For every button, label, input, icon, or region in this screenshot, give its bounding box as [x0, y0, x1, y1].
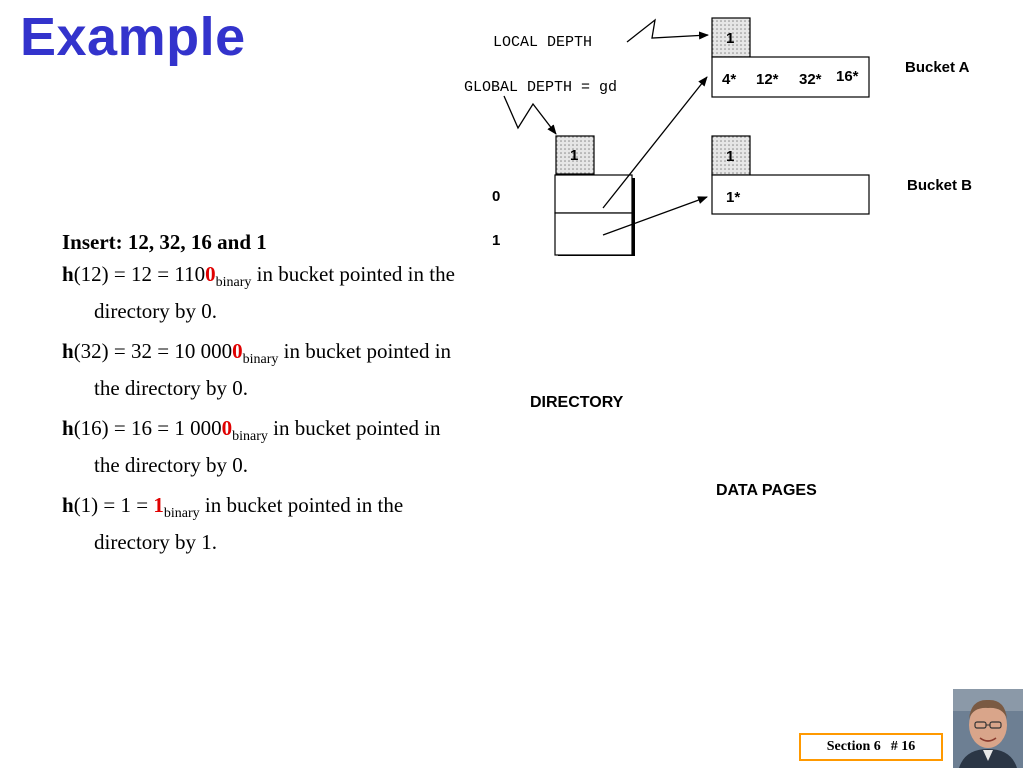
- hash-line: [62, 260, 462, 325]
- hash-destination: in bucket pointed in the directory by 0.: [94, 262, 455, 323]
- hash-expression: (12) = 12 = 110: [73, 262, 206, 286]
- hash-function-symbol: h: [62, 339, 74, 363]
- directory-slot-0: [555, 175, 632, 213]
- directory-slot-1: [555, 213, 632, 255]
- bucket-a-entry: 12*: [756, 71, 779, 88]
- hash-expression: (1) = 1 =: [73, 493, 154, 517]
- hash-function-symbol: h: [62, 493, 74, 517]
- highlighted-bit: 0: [221, 416, 233, 440]
- directory-index-1: 1: [492, 232, 501, 249]
- directory-index-0: 0: [492, 188, 501, 205]
- hash-expression: (32) = 32 = 10 000: [73, 339, 233, 363]
- pointer-0-to-bucket-a: [603, 77, 707, 208]
- bucket-a-local-depth: 1: [726, 30, 735, 47]
- binary-subscript: binary: [215, 275, 252, 290]
- directory-label: DIRECTORY: [530, 394, 624, 411]
- highlighted-bit: 0: [232, 339, 243, 363]
- bucket-a-entry: 4*: [722, 71, 737, 88]
- hash-expression: (16) = 16 = 1 000: [73, 416, 222, 440]
- local-depth-label: LOCAL DEPTH: [493, 34, 593, 51]
- hash-function-symbol: h: [62, 416, 74, 440]
- hash-destination: in bucket pointed in the directory by 0.: [94, 416, 441, 477]
- section-label: Section 6: [826, 739, 881, 754]
- hash-line: [62, 491, 462, 556]
- global-depth-label: GLOBAL DEPTH = gd: [464, 79, 618, 96]
- binary-subscript: binary: [232, 429, 268, 444]
- presenter-photo: [953, 689, 1023, 768]
- hash-line: [62, 337, 462, 402]
- page-number: # 16: [890, 739, 916, 754]
- binary-subscript: binary: [163, 506, 200, 521]
- hash-destination: in bucket pointed in the directory by 0.: [94, 339, 452, 400]
- highlighted-bit: 1: [153, 493, 164, 517]
- bucket-b-label: Bucket B: [907, 177, 973, 194]
- highlighted-bit: 0: [205, 262, 216, 286]
- bucket-b-local-depth: 1: [726, 148, 735, 165]
- insert-heading: Insert: 12, 32, 16 and 1: [62, 230, 267, 254]
- explanation-text: [62, 228, 462, 568]
- hash-function-symbol: h: [62, 262, 74, 286]
- local-depth-arrow: [627, 20, 708, 42]
- bucket-b-entry: 1*: [726, 189, 741, 206]
- hash-destination: in bucket pointed in the directory by 1.: [94, 493, 404, 554]
- binary-subscript: binary: [242, 352, 279, 367]
- global-depth-value: 1: [570, 147, 579, 164]
- hash-line: [62, 414, 462, 479]
- data-pages-label: DATA PAGES: [716, 482, 817, 499]
- slide-title: Example: [20, 7, 246, 67]
- slide-footer: [799, 733, 943, 761]
- bucket-a-entry: 16*: [836, 68, 859, 85]
- bucket-a-entry: 32*: [799, 71, 822, 88]
- global-depth-arrow: [504, 96, 556, 134]
- bucket-a-label: Bucket A: [905, 59, 970, 76]
